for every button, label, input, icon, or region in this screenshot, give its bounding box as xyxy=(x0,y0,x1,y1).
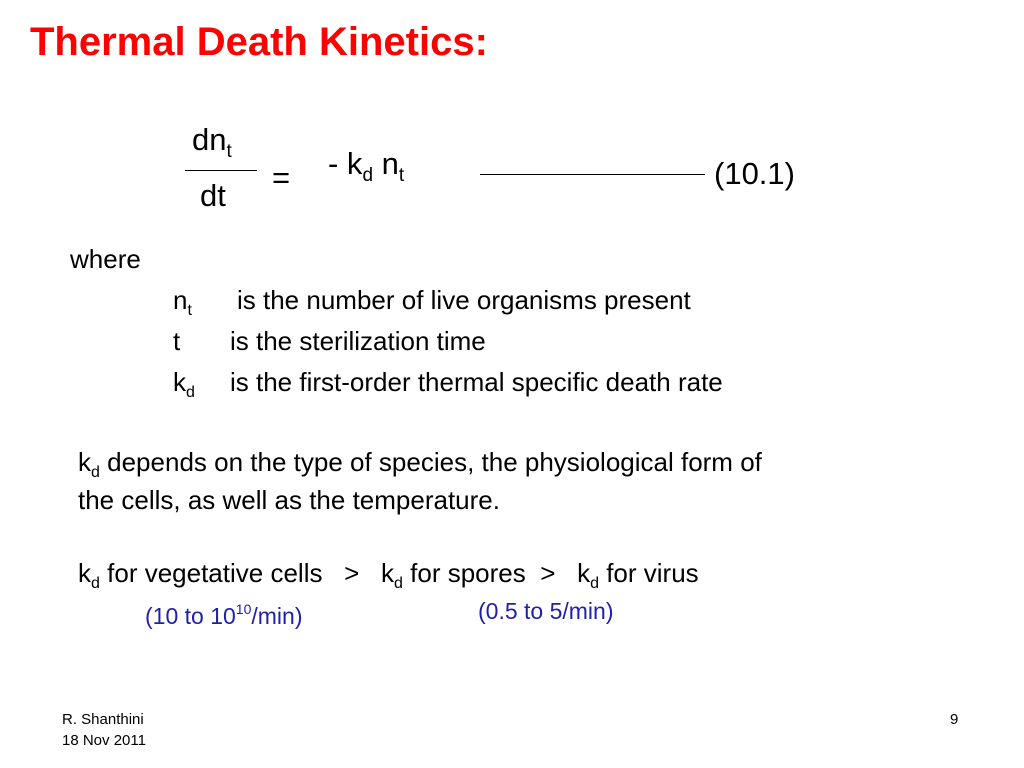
rate1-suffix: /min) xyxy=(251,603,303,629)
cmp-vegetative: for vegetative cells xyxy=(107,558,323,588)
numerator-var: dn xyxy=(192,122,227,157)
cmp-d3: d xyxy=(590,575,599,592)
rhs-n: n xyxy=(381,146,399,181)
equation-number: (10.1) xyxy=(714,156,795,191)
where-item-nt-sym xyxy=(173,285,192,319)
slide-title: Thermal Death Kinetics: xyxy=(30,20,488,64)
para-k-sub: d xyxy=(91,464,100,481)
where-item-nt-desc: is the number of live organisms present xyxy=(237,285,691,315)
sub-t: t xyxy=(187,302,192,319)
where-item-kd-desc: is the first-order thermal specific death rate xyxy=(230,367,723,397)
equation-denominator: dt xyxy=(200,178,226,213)
cmp-d2: d xyxy=(394,575,403,592)
cmp-k3: k xyxy=(577,558,591,588)
cmp-gt2: > xyxy=(540,558,556,588)
paragraph-line1 xyxy=(78,447,762,481)
rate-vegetative xyxy=(145,603,303,630)
sym-k: k xyxy=(173,367,186,397)
equals-sign: = xyxy=(272,160,291,195)
rate1-sup: 10 xyxy=(235,601,252,617)
rhs-k: - k xyxy=(328,146,363,181)
where-label: where xyxy=(70,244,141,274)
footer-date: 18 Nov 2011 xyxy=(62,732,146,749)
cmp-k2: k xyxy=(381,558,394,588)
where-item-kd-sym xyxy=(173,367,195,401)
sub-d: d xyxy=(186,384,195,401)
para-text1: depends on the type of species, the physiological form of xyxy=(107,447,762,477)
page-number: 9 xyxy=(950,711,959,728)
fraction-bar xyxy=(185,170,257,171)
footer-author: R. Shanthini xyxy=(62,711,144,728)
where-item-t-desc: is the sterilization time xyxy=(230,326,486,356)
equation-rhs xyxy=(328,146,405,186)
equation-rule xyxy=(480,174,705,175)
cmp-k1: k xyxy=(78,558,91,588)
cmp-gt1: > xyxy=(344,558,360,588)
paragraph-line2: the cells, as well as the temperature. xyxy=(78,485,500,515)
where-item-t-sym: t xyxy=(173,326,181,356)
equation-numerator xyxy=(192,122,232,162)
rhs-n-sub: t xyxy=(398,165,405,186)
cmp-virus: for virus xyxy=(606,558,699,588)
numerator-sub: t xyxy=(226,141,232,162)
para-k: k xyxy=(78,447,91,477)
cmp-spores: for spores xyxy=(410,558,526,588)
rate-spores: (0.5 to 5/min) xyxy=(478,598,614,624)
cmp-d1: d xyxy=(91,575,100,592)
comparison-line xyxy=(78,558,699,592)
rate1-prefix: (10 to 10 xyxy=(145,603,236,629)
rhs-k-sub: d xyxy=(362,165,374,186)
sym-n: n xyxy=(173,285,188,315)
